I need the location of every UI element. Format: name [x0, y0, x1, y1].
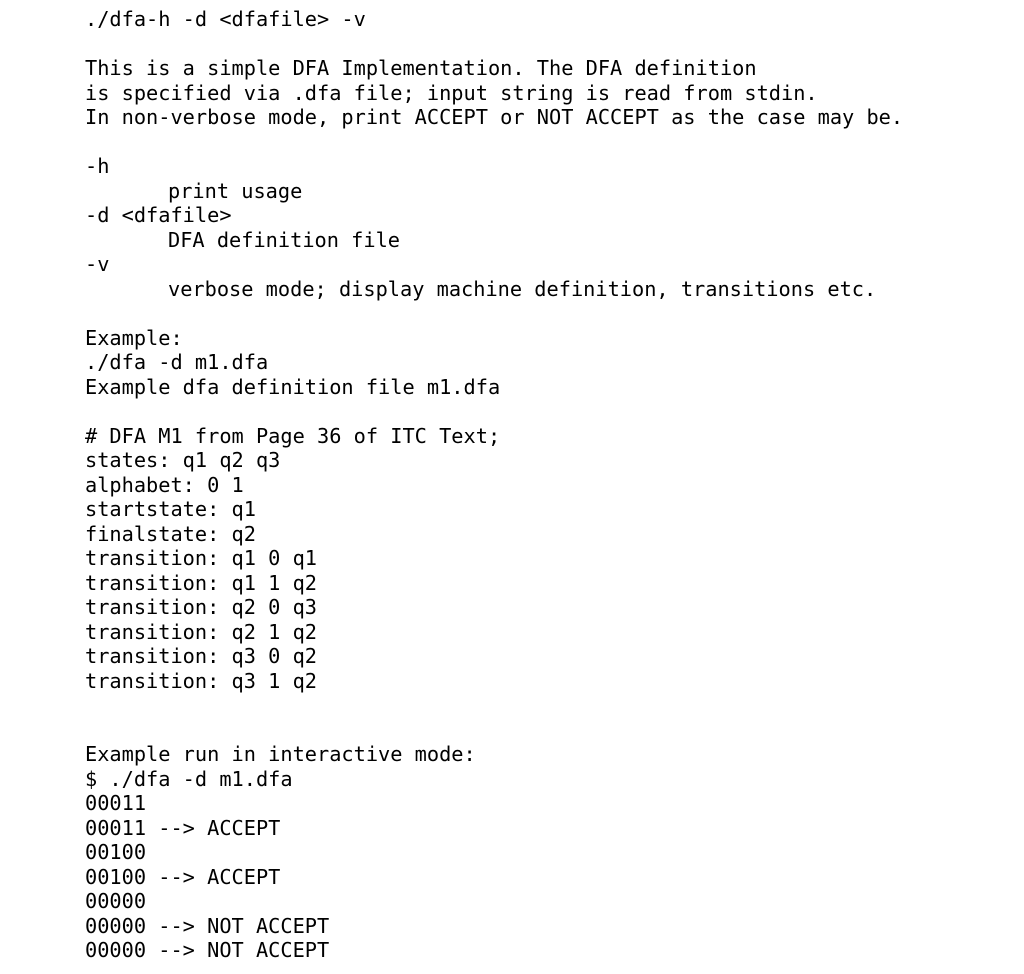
spacer [85, 32, 903, 57]
interactive-line: 00011 [85, 791, 147, 815]
spacer [85, 718, 903, 743]
dfa-file-line: transition: q3 0 q2 [85, 644, 317, 668]
dfa-file-line: transition: q2 0 q3 [85, 595, 317, 619]
option-flag: -v [85, 252, 110, 276]
interactive-line: 00000 --> NOT ACCEPT [85, 913, 330, 938]
spacer [85, 399, 903, 424]
dfa-file-line: states: q1 q2 q3 [85, 448, 281, 472]
dfa-file-line: transition: q2 1 q2 [85, 619, 317, 644]
dfa-file-line: transition: q3 1 q2 [85, 668, 317, 693]
dfa-file-line: startstate: q1 [85, 497, 256, 521]
dfa-file-line: transition: q1 0 q1 [85, 546, 317, 570]
option-flag: -d <dfafile> [85, 203, 232, 227]
example-command: ./dfa -d m1.dfa [85, 350, 269, 374]
description-line: is specified via .dfa file; input string is read from stdin. [85, 80, 818, 105]
example-heading: Example: [85, 325, 183, 350]
usage-document [85, 7, 903, 963]
option-flag: -h [85, 154, 110, 178]
interactive-heading: Example run in interactive mode: [85, 742, 476, 766]
spacer [85, 130, 903, 155]
interactive-line: 00100 --> ACCEPT [85, 864, 281, 889]
spacer [85, 693, 903, 718]
dfa-file-line: alphabet: 0 1 [85, 472, 244, 497]
interactive-line: 00011 --> ACCEPT [85, 815, 281, 840]
option-description: print usage [168, 178, 303, 203]
dfa-file-line: # DFA M1 from Page 36 of ITC Text; [85, 423, 501, 448]
dfa-file-line: transition: q1 1 q2 [85, 570, 317, 595]
option-description: verbose mode; display machine definition, transitions etc. [168, 276, 877, 301]
description-line: In non-verbose mode, print ACCEPT or NOT ACCEPT as the case may be. [85, 105, 904, 129]
interactive-line: 00000 --> NOT ACCEPT [85, 938, 330, 962]
interactive-line: 00000 [85, 889, 147, 913]
usage-synopsis: ./dfa-h -d <dfafile> -v [85, 7, 366, 31]
dfa-file-line: finalstate: q2 [85, 521, 256, 546]
example-file-intro: Example dfa definition file m1.dfa [85, 374, 501, 399]
interactive-line: 00100 [85, 840, 147, 864]
option-description: DFA definition file [168, 227, 400, 252]
description-line: This is a simple DFA Implementation. The DFA definition [85, 56, 757, 80]
spacer [85, 301, 903, 326]
interactive-line: $ ./dfa -d m1.dfa [85, 766, 293, 791]
